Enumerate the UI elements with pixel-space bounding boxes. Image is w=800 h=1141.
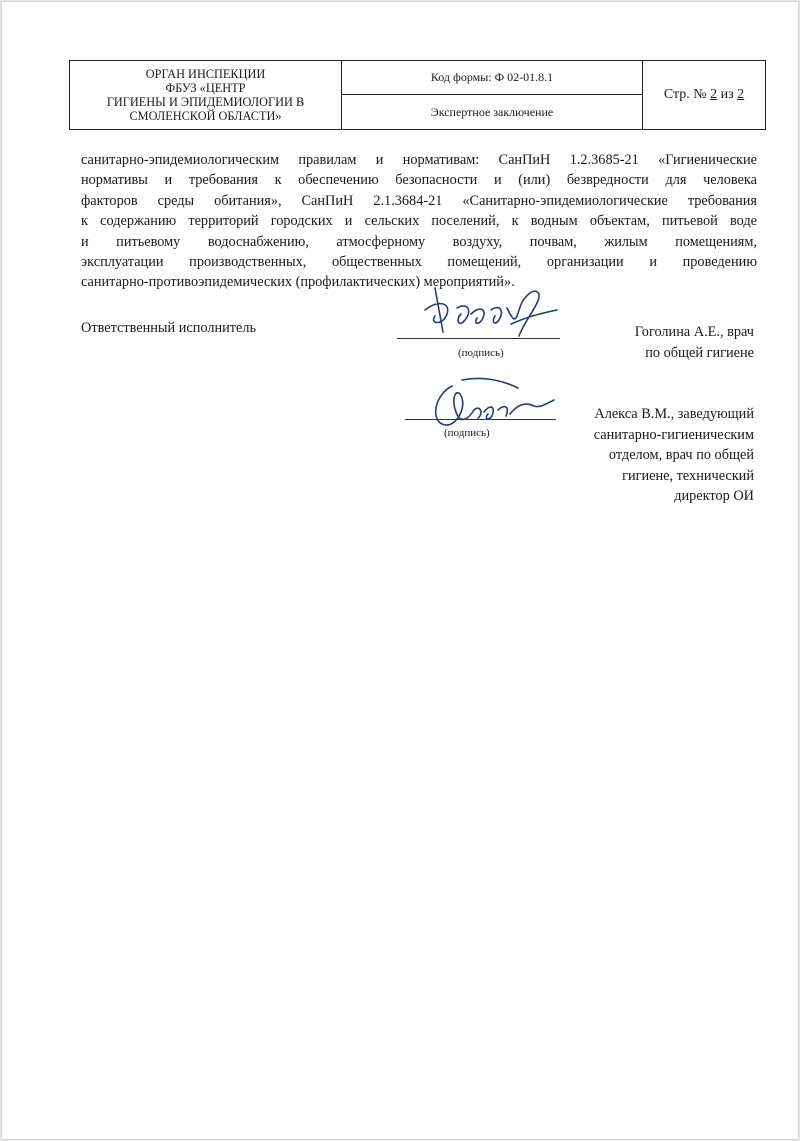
signer-1-line: по общей гигиене <box>645 344 754 361</box>
signature-2-image <box>422 374 562 438</box>
signature-caption-1: (подпись) <box>458 347 504 359</box>
org-line: ГИГИЕНЫ И ЭПИДЕМИОЛОГИИ В <box>106 95 305 109</box>
page-total: 2 <box>737 87 745 102</box>
signature-line-1 <box>397 338 560 339</box>
body-line: эксплуатации производственных, общественных помещений, организации и проведению <box>81 254 757 271</box>
body-paragraph <box>81 150 757 293</box>
page-of: из <box>717 87 738 102</box>
body-line: к содержанию территорий городских и сельских поселений, к водным объектам, питьевой воде <box>81 213 757 230</box>
body-line: санитарно-эпидемиологическим правилам и нормативам: СанПиН 1.2.3685-21 «Гигиенические <box>81 152 757 168</box>
body-line: нормативы и требования к обеспечению безопасности и (или) безвредности для человека <box>81 172 757 189</box>
signer-2-name <box>594 404 754 507</box>
document-type: Экспертное заключение <box>342 95 643 130</box>
page-number <box>643 61 766 130</box>
form-header-table <box>69 60 766 130</box>
signer-2-line: гигиене, технический <box>622 467 754 484</box>
signature-1-image <box>407 280 567 346</box>
organization-name <box>70 61 342 130</box>
signer-2-line: отделом, врач по общей <box>608 447 754 463</box>
signer-1-line: Гоголина А.Е., врач <box>634 324 754 340</box>
org-line: ОРГАН ИНСПЕКЦИИ <box>145 67 266 81</box>
org-line: СМОЛЕНСКОЙ ОБЛАСТИ» <box>129 109 282 123</box>
signer-1-name <box>635 322 754 363</box>
signature-caption-2: (подпись) <box>444 427 490 439</box>
org-line: ФБУЗ «ЦЕНТР <box>165 81 246 95</box>
body-line: и питьевому водоснабжению, атмосферному воздуху, почвам, жилым помещениям, <box>81 233 757 250</box>
signer-2-line: Алекса В.М., заведующий <box>594 406 754 422</box>
page-current: 2 <box>710 87 718 102</box>
body-line: факторов среды обитания», СанПиН 2.1.3684-21 «Санитарно-эпидемиологические требования <box>81 192 757 209</box>
responsible-label: Ответственный исполнитель <box>81 320 257 336</box>
signature-line-2 <box>405 419 556 420</box>
signer-2-line: санитарно-гигиеническим <box>593 426 754 443</box>
signer-2-line: директор ОИ <box>674 488 754 504</box>
document-page <box>2 2 798 1139</box>
form-code: Код формы: Ф 02-01.8.1 <box>342 61 643 95</box>
page-prefix: Стр. № <box>663 87 711 102</box>
body-line: санитарно-противоэпидемических (профилактических) мероприятий». <box>81 274 515 291</box>
